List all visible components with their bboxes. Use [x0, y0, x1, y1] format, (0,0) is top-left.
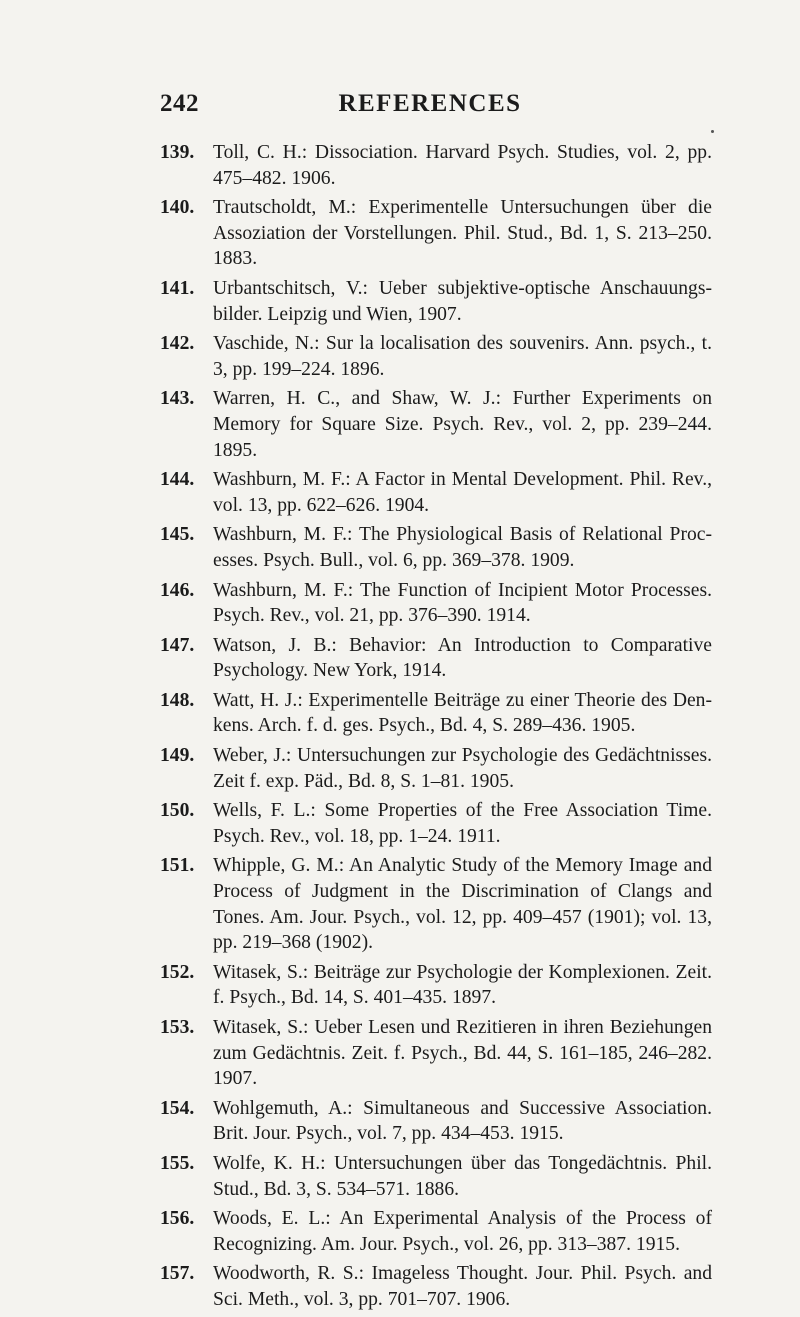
reference-number: 144.	[160, 469, 195, 491]
print-speck	[711, 130, 714, 133]
reference-number: 152.	[160, 961, 195, 983]
reference-entry	[160, 853, 712, 955]
reference-entry	[160, 331, 712, 382]
reference-entry	[160, 467, 712, 518]
reference-text: Watt, H. J.: Experimentelle Beiträge zu einer Theorie des Den-kens. Arch. f. d. ges. Psych., Bd. 4, S. 289–436. 1905.	[213, 689, 712, 737]
reference-text: Toll, C. H.: Dissociation. Harvard Psych. Studies, vol. 2, pp. 475–482. 1906.	[213, 142, 712, 189]
reference-entry	[160, 1261, 712, 1312]
running-head: REFERENCES	[338, 90, 522, 117]
reference-number: 141.	[160, 277, 195, 299]
reference-list	[160, 140, 712, 1317]
reference-number: 143.	[160, 388, 195, 410]
reference-number: 149.	[160, 745, 195, 767]
reference-text: Watson, J. B.: Behavior: An Introduction to Comparative Psychology. New York, 1914.	[213, 634, 712, 682]
reference-entry	[160, 522, 712, 573]
reference-text: Wells, F. L.: Some Properties of the Free Association Time. Psych. Rev., vol. 18, pp. 1–24. 1911.	[213, 800, 712, 847]
page-header	[160, 90, 700, 124]
reference-number: 151.	[160, 855, 195, 877]
reference-number: 153.	[160, 1017, 195, 1038]
reference-text: Washburn, M. F.: The Function of Incipient Motor Processes. Psych. Rev., vol. 21, pp. 376–390. 1914.	[213, 579, 712, 627]
reference-entry	[160, 1206, 712, 1257]
reference-text: Washburn, M. F.: A Factor in Mental Development. Phil. Rev., vol. 13, pp. 622–626. 1904.	[213, 469, 712, 516]
reference-entry	[160, 276, 712, 327]
reference-number: 145.	[160, 524, 195, 546]
reference-number: 150.	[160, 800, 195, 822]
reference-number: 147.	[160, 634, 195, 656]
reference-number: 140.	[160, 197, 195, 219]
page-number: 242	[160, 90, 199, 117]
reference-text: Woods, E. L.: An Experimental Analysis of the Process of Recognizing. Am. Jour. Psych., vol. 26, pp. 313–387. 1915.	[213, 1208, 712, 1255]
reference-entry	[160, 960, 712, 1011]
reference-text: Vaschide, N.: Sur la localisation des souvenirs. Ann. psych., t. 3, pp. 199–224. 1896.	[213, 333, 712, 380]
reference-text: Weber, J.: Untersuchungen zur Psychologie des Gedächtnisses. Zeit f. exp. Päd., Bd. 8, S. 1–81. 1905.	[213, 745, 712, 792]
reference-text: Warren, H. C., and Shaw, W. J.: Further Experiments on Memory for Square Size. Psych. Rev., vol. 2, pp. 239–244. 1895.	[213, 388, 712, 461]
reference-number: 146.	[160, 579, 195, 601]
reference-text: Wolfe, K. H.: Untersuchungen über das Tongedächtnis. Phil. Stud., Bd. 3, S. 534–571. 1886.	[213, 1152, 712, 1200]
reference-number: 156.	[160, 1208, 195, 1230]
reference-entry	[160, 578, 712, 629]
reference-text: Urbantschitsch, V.: Ueber subjektive-optische Anschauungs-bilder. Leipzig und Wien, 1907.	[213, 277, 712, 325]
reference-number: 155.	[160, 1152, 195, 1174]
reference-text: Witasek, S.: Beiträge zur Psychologie der Komplexionen. Zeit. f. Psych., Bd. 14, S. 401–435. 1897.	[213, 961, 712, 1009]
reference-text: Washburn, M. F.: The Physiological Basis of Relational Proc-esses. Psych. Bull., vol. 6, pp. 369–378. 1909.	[213, 524, 712, 571]
reference-entry	[160, 633, 712, 684]
reference-text: Whipple, G. M.: An Analytic Study of the Memory Image and Process of Judgment in the Discrimination of Clangs and Tones. Am. Jour. Psych., vol. 12, pp. 409–457 (1901); vol. 13, pp. 219–368 (1902).	[213, 855, 712, 954]
reference-entry	[160, 688, 712, 739]
reference-entry	[160, 195, 712, 272]
reference-entry	[160, 743, 712, 794]
reference-entry	[160, 140, 712, 191]
reference-number: 139.	[160, 142, 195, 163]
reference-number: 154.	[160, 1097, 195, 1119]
reference-entry	[160, 386, 712, 463]
reference-text: Woodworth, R. S.: Imageless Thought. Jour. Phil. Psych. and Sci. Meth., vol. 3, pp. 701–707. 1906.	[213, 1263, 712, 1310]
reference-number: 157.	[160, 1263, 195, 1285]
reference-entry	[160, 1151, 712, 1202]
reference-text: Witasek, S.: Ueber Lesen und Rezitieren in ihren Beziehungen zum Gedächtnis. Zeit. f. Psych., Bd. 44, S. 161–185, 246–282. 1907.	[213, 1017, 712, 1090]
reference-number: 142.	[160, 333, 195, 355]
reference-entry	[160, 1015, 712, 1092]
reference-entry	[160, 1096, 712, 1147]
reference-number: 148.	[160, 689, 195, 711]
reference-text: Trautscholdt, M.: Experimentelle Untersuchungen über die Assoziation der Vorstellungen. Phil. Stud., Bd. 1, S. 213–250. 1883.	[213, 197, 712, 270]
reference-text: Wohlgemuth, A.: Simultaneous and Successive Association. Brit. Jour. Psych., vol. 7, pp. 434–453. 1915.	[213, 1097, 712, 1145]
reference-entry	[160, 798, 712, 849]
